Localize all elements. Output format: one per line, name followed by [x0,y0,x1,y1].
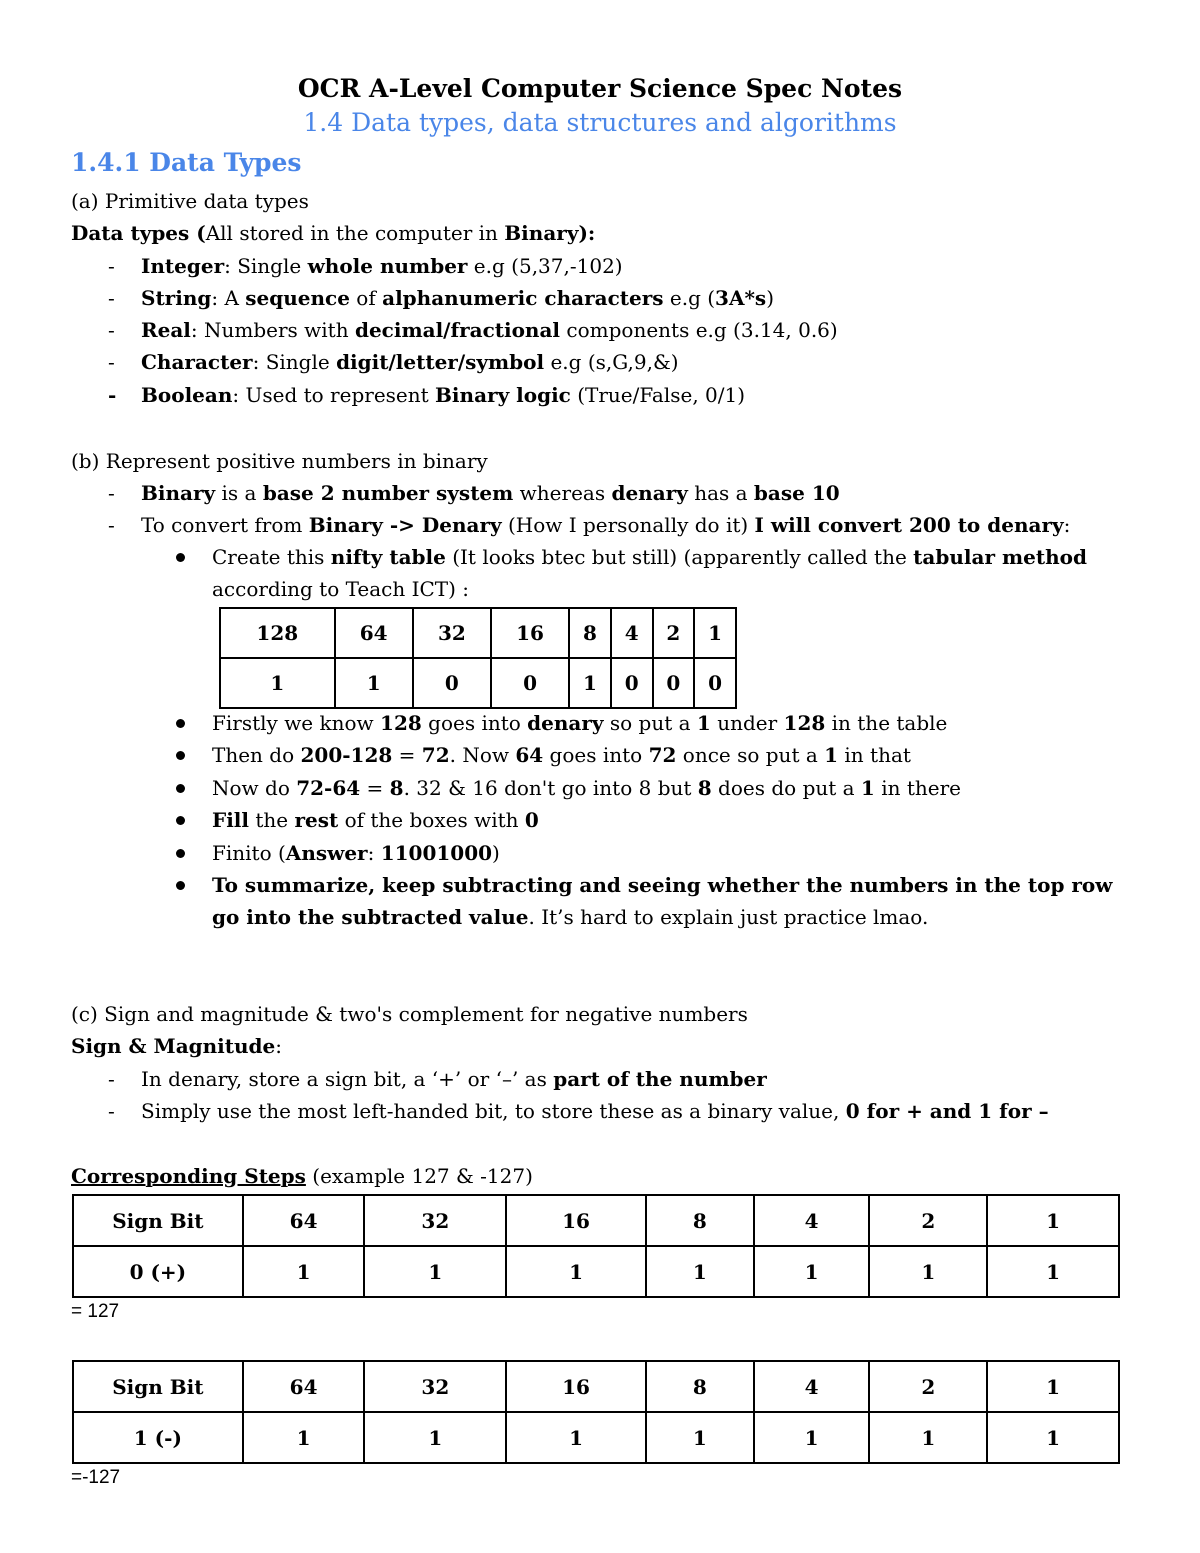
table-cell: 1 [364,1246,506,1297]
list-item: Real: Numbers with decimal/fractional components e.g (3.14, 0.6) [141,318,838,342]
table-cell: 8 [646,1361,754,1412]
sign-magnitude-table-positive [72,1194,1120,1298]
table-cell: 1 [569,658,611,708]
table-cell: 64 [243,1195,365,1246]
bullet-icon [176,849,185,858]
table-cell: Sign Bit [73,1195,243,1246]
dash-marker: - [108,254,115,278]
dash-marker: - [108,1099,115,1123]
table-cell: 1 [987,1246,1119,1297]
dash-marker: - [108,481,115,505]
table-cell: 1 [506,1412,646,1463]
table-cell: 1 [646,1246,754,1297]
list-item: Now do 72-64 = 8. 32 & 16 don't go into 8 but 8 does do put a 1 in there [212,776,961,800]
list-item: Then do 200-128 = 72. Now 64 goes into 72 once so put a 1 in that [212,743,911,767]
list-item: Character: Single digit/letter/symbol e.g (s,G,9,&) [141,350,679,374]
list-item: Binary is a base 2 number system whereas denary has a base 10 [141,481,840,505]
bullet-icon [176,553,185,562]
table-cell: 2 [869,1195,987,1246]
table-cell: 4 [754,1195,870,1246]
bullet-icon [176,719,185,728]
table-cell: 8 [569,608,611,658]
result-positive: = 127 [71,1301,120,1322]
b-label: (b) Represent positive numbers in binary [71,449,488,473]
bullet-icon [176,751,185,760]
table-cell: 1 [987,1195,1119,1246]
data-types-intro: Data types (All stored in the computer in Binary): [71,221,596,245]
table-cell: 1 [869,1412,987,1463]
table-cell: 4 [754,1361,870,1412]
dash-marker: - [108,318,115,342]
summary-line: To summarize, keep subtracting and seeing whether the numbers in the top row [212,873,1113,897]
dash-marker: - [108,383,117,407]
list-item: In denary, store a sign bit, a ‘+’ or ‘–’ as part of the number [141,1067,767,1091]
table-cell: 0 [694,658,736,708]
table-cell: 1 [364,1412,506,1463]
bullet-icon [176,816,185,825]
table-cell: 1 [754,1412,870,1463]
list-item: Boolean: Used to represent Binary logic (True/False, 0/1) [141,383,746,407]
page-subtitle: 1.4 Data types, data structures and algorithms [303,108,897,137]
summary-line-cont: go into the subtracted value. It’s hard to explain just practice lmao. [212,905,929,929]
table-cell: 0 [491,658,569,708]
conversion-table [219,607,737,709]
table-cell: 0 [611,658,653,708]
dash-marker: - [108,350,115,374]
result-negative: =-127 [71,1467,121,1488]
dash-marker: - [108,286,115,310]
list-item: Finito (Answer: 11001000) [212,841,500,865]
table-cell: 1 [869,1246,987,1297]
table-cell: 0 (+) [73,1246,243,1297]
table-cell: 2 [869,1361,987,1412]
table-cell: 16 [491,608,569,658]
a-label: (a) Primitive data types [71,189,309,213]
c-label: (c) Sign and magnitude & two's complement for negative numbers [71,1002,748,1026]
list-item: To convert from Binary -> Denary (How I personally do it) I will convert 200 to denary: [141,513,1071,537]
sign-magnitude-table-negative [72,1360,1120,1464]
table-cell: 4 [611,608,653,658]
table-cell: 1 [220,658,335,708]
table-cell: 1 (-) [73,1412,243,1463]
table-cell: 16 [506,1195,646,1246]
table-cell: 1 [243,1412,365,1463]
table-cell: 32 [413,608,491,658]
table-cell: 1 [335,658,413,708]
steps-heading: Corresponding Steps (example 127 & -127) [71,1164,533,1188]
table-cell: 1 [646,1412,754,1463]
table-cell: 1 [987,1412,1119,1463]
table-cell: 0 [413,658,491,708]
table-cell: 32 [364,1361,506,1412]
table-intro: Create this nifty table (It looks btec but still) (apparently called the tabular method [212,545,1087,569]
table-cell: 64 [243,1361,365,1412]
table-cell: 0 [653,658,695,708]
table-cell: 1 [243,1246,365,1297]
table-cell: 8 [646,1195,754,1246]
table-cell: 1 [754,1246,870,1297]
table-cell: 32 [364,1195,506,1246]
bullet-icon [176,784,185,793]
table-cell: 16 [506,1361,646,1412]
list-item: Simply use the most left-handed bit, to store these as a binary value, 0 for + and 1 for – [141,1099,1049,1123]
dash-marker: - [108,513,115,537]
section-heading: 1.4.1 Data Types [71,148,302,177]
sm-heading: Sign & Magnitude: [71,1034,283,1058]
page-title: OCR A-Level Computer Science Spec Notes [297,74,903,103]
table-intro-cont: according to Teach ICT) : [212,577,470,601]
list-item: Firstly we know 128 goes into denary so put a 1 under 128 in the table [212,711,948,735]
table-cell: 1 [694,608,736,658]
dash-marker: - [108,1067,115,1091]
bullet-icon [176,881,185,890]
table-cell: 1 [987,1361,1119,1412]
list-item: Fill the rest of the boxes with 0 [212,808,539,832]
list-item: String: A sequence of alphanumeric characters e.g (3A*s) [141,286,774,310]
table-cell: 64 [335,608,413,658]
list-item: Integer: Single whole number e.g (5,37,-102) [141,254,623,278]
table-cell: 1 [506,1246,646,1297]
table-cell: Sign Bit [73,1361,243,1412]
table-cell: 128 [220,608,335,658]
table-cell: 2 [653,608,695,658]
